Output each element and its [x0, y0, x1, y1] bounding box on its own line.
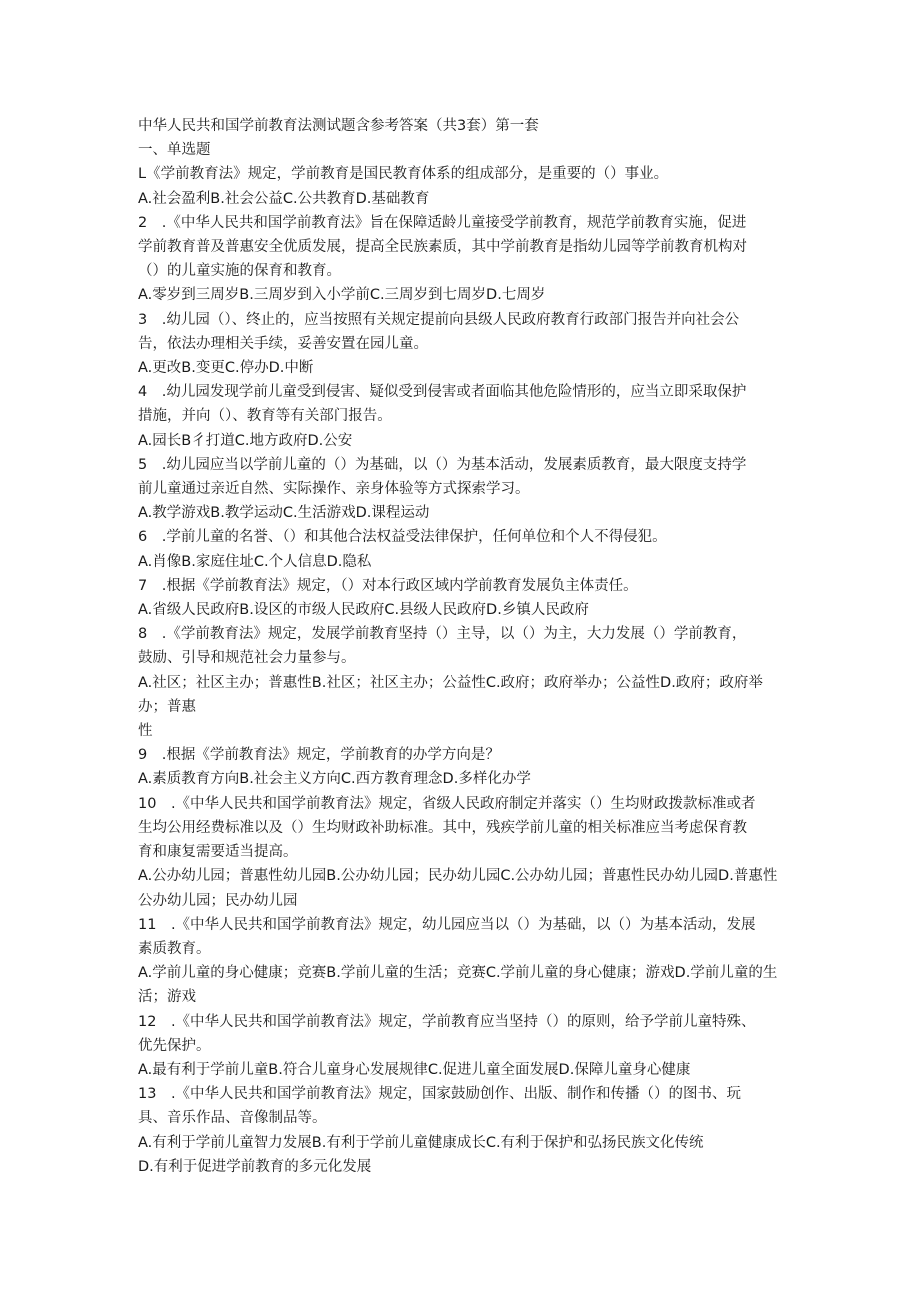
- question-options-line: A.园长B彳打道C.地方政府D.公安: [138, 432, 353, 449]
- document-title: 中华人民共和国学前教育法测试题含参考答案（共3套）第一套: [138, 118, 539, 134]
- question-item: [138, 162, 788, 210]
- question-item: [138, 308, 788, 381]
- question-text-line: L《学前教育法》规定，学前教育是国民教育体系的组成部分，是重要的（）事业。: [138, 166, 669, 183]
- question-text-line: 6 .学前儿童的名誉、（）和其他合法权益受法律保护，任何单位和个人不得侵犯。: [138, 529, 667, 546]
- question-options-line: 性: [138, 723, 153, 740]
- question-text-line: 13 .《中华人民共和国学前教育法》规定，国家鼓励创作、出版、制作和传播（）的图书、玩: [138, 1086, 742, 1103]
- question-item: [138, 743, 788, 791]
- question-text-line: 学前教育普及普惠安全优质发展，提高全民族素质，其中学前教育是指幼儿园等学前教育机构对: [138, 239, 747, 256]
- question-text-line: 育和康复需要适当提高。: [138, 844, 298, 861]
- question-text-line: 4 .幼儿园发现学前儿童受到侵害、疑似受到侵害或者面临其他危险情形的，应当立即采取保护: [138, 384, 747, 401]
- question-item: [138, 211, 788, 308]
- question-item: [138, 913, 788, 1010]
- question-list: [138, 162, 788, 1179]
- question-options-line: A.更改B.变更C.停办D.中断: [138, 360, 314, 377]
- question-text-line: 7 .根据《学前教育法》规定，（）对本行政区域内学前教育发展负主体责任。: [138, 577, 638, 594]
- question-item: [138, 792, 788, 913]
- question-options-line: A.零岁到三周岁B.三周岁到入小学前C.三周岁到七周岁D.七周岁: [138, 287, 546, 304]
- question-item: [138, 1010, 788, 1083]
- question-options-line: D.有利于促进学前教育的多元化发展: [138, 1158, 372, 1175]
- question-item: [138, 622, 788, 743]
- question-text-line: 素质教育。: [138, 940, 211, 957]
- question-text-line: 鼓励、引导和规范社会力量参与。: [138, 650, 356, 667]
- question-options-line: A.最有利于学前儿童B.符合儿童身心发展规律C.促进儿童全面发展D.保障儿童身心健康: [138, 1061, 691, 1078]
- question-text-line: 2 .《中华人民共和国学前教育法》旨在保障适龄儿童接受学前教育，规范学前教育实施，促进: [138, 214, 747, 231]
- question-text-line: 9 .根据《学前教育法》规定，学前教育的办学方向是？: [138, 747, 500, 764]
- question-text-line: 11 .《中华人民共和国学前教育法》规定，幼儿园应当以（）为基础，以（）为基本活动，发展: [138, 916, 756, 933]
- question-text-line: 前儿童通过亲近自然、实际操作、亲身体验等方式探索学习。: [138, 481, 530, 498]
- question-options-line: A.社区；社区主办；普惠性B.社区；社区主办；公益性C.政府；政府举办；公益性D.政府；政府举办；普惠: [138, 674, 763, 715]
- question-item: [138, 1082, 788, 1179]
- question-text-line: 3 .幼儿园（）、终止的，应当按照有关规定提前向县级人民政府教育行政部门报告并向社会公: [138, 311, 740, 328]
- section-heading: 一、单选题: [138, 142, 211, 159]
- question-options-line: A.教学游戏B.教学运动C.生活游戏D.课程运动: [138, 505, 430, 522]
- question-options-line: A.有利于学前儿童智力发展B.有利于学前儿童健康成长C.有利于保护和弘扬民族文化传统: [138, 1134, 704, 1151]
- question-text-line: 10 .《中华人民共和国学前教育法》规定，省级人民政府制定并落实（）生均财政拨款标准或者: [138, 795, 756, 812]
- document-body: [138, 114, 788, 1179]
- question-options-line: 公办幼儿园；民办幼儿园: [138, 892, 298, 909]
- question-options-line: A.公办幼儿园；普惠性幼儿园B.公办幼儿园；民办幼儿园C.公办幼儿园；普惠性民办幼儿园D.普惠性: [138, 868, 778, 885]
- question-text-line: 5 .幼儿园应当以学前儿童的（）为基础，以（）为基本活动，发展素质教育，最大限度支持学: [138, 456, 747, 473]
- question-text-line: 生均公用经费标准以及（）生均财政补助标准。其中，残疾学前儿童的相关标准应当考虑保育教: [138, 819, 747, 836]
- question-item: [138, 453, 788, 526]
- question-options-line: A.素质教育方向B.社会主义方向C.西方教育理念D.多样化办学: [138, 771, 531, 788]
- question-options-line: A.社会盈利B.社会公益C.公共教育D.基础教育: [138, 190, 430, 207]
- question-text-line: 12 .《中华人民共和国学前教育法》规定，学前教育应当坚持（）的原则，给予学前儿童特殊、: [138, 1013, 756, 1030]
- question-options-line: A.学前儿童的身心健康；竞赛B.学前儿童的生活；竞赛C.学前儿童的身心健康；游戏D.学前儿童的生: [138, 965, 778, 982]
- question-text-line: 8 .《学前教育法》规定，发展学前教育坚持（）主导，以（）为主，大力发展（）学前教育，: [138, 626, 747, 643]
- question-item: [138, 380, 788, 453]
- question-options-line: A.肖像B.家庭住址C.个人信息D.隐私: [138, 553, 372, 570]
- question-text-line: 具、音乐作品、音像制品等。: [138, 1110, 327, 1127]
- question-options-line: 活；游戏: [138, 989, 196, 1006]
- question-item: [138, 525, 788, 573]
- question-text-line: 告，依法办理相关手续，妥善安置在园儿童。: [138, 335, 428, 352]
- question-options-line: A.省级人民政府B.设区的市级人民政府C.县级人民政府D.乡镇人民政府: [138, 602, 589, 619]
- question-text-line: 优先保护。: [138, 1037, 211, 1054]
- question-text-line: （）的儿童实施的保育和教育。: [138, 263, 341, 280]
- question-text-line: 措施，并向（）、教育等有关部门报告。: [138, 408, 392, 425]
- question-item: [138, 574, 788, 622]
